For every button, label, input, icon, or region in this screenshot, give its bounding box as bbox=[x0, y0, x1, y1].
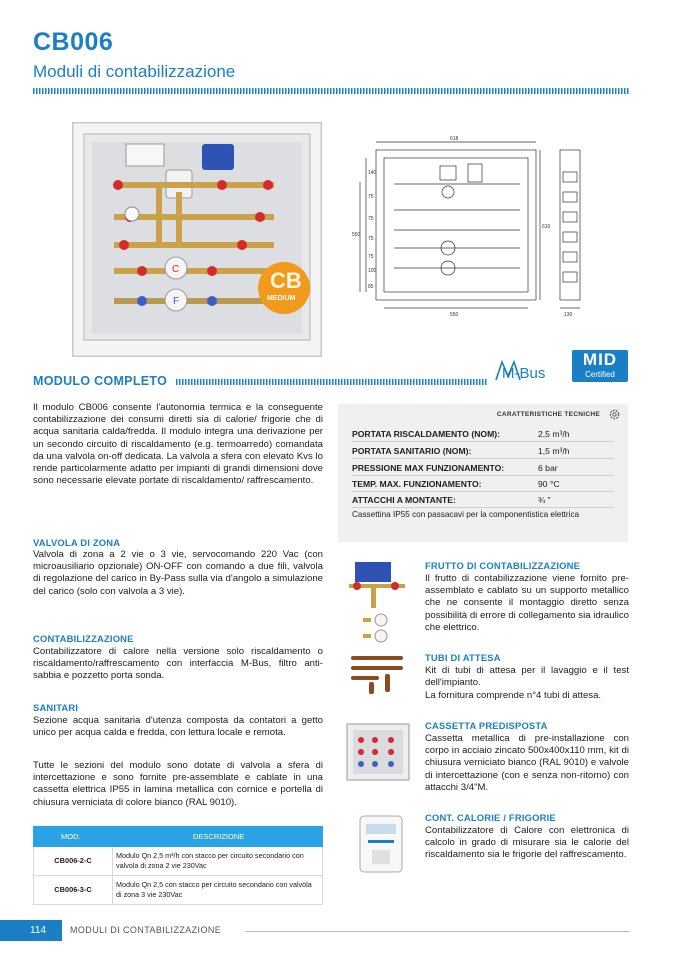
spec-row: ATTACCHI A MONTANTE: ¾ " bbox=[352, 492, 614, 508]
models-table bbox=[33, 826, 323, 905]
mbus-logo bbox=[494, 358, 562, 384]
spec-row: PORTATA SANITARIO (NOM): 1,5 m³/h bbox=[352, 443, 614, 459]
row-desc: Modulo Qn 2,5 con stacco per circuito secondario con valvola di zona 3 vie 230Vac bbox=[116, 880, 312, 899]
svg-text:CB: CB bbox=[270, 268, 302, 293]
sanitari-heading: SANITARI bbox=[33, 702, 79, 713]
intro-paragraph: Il modulo CB006 consente l'autonomia termica e la conseguente contabilizzazione dei consumi diretti sia di calorie/ frigorie che di acqua sanitaria calda/fredda. Il modulo integra una derivazione per un secondo circuito di riscaldamento (e.g. termoarredo) comandata da una valvola on-off dedicata. La valvola a sfera con elevato Kvs lo rende particolarmente adatto per impianti di grandi dimensioni dove sono necessarie elevate portate di riscaldamento/ raffrescamento. bbox=[33, 402, 323, 487]
tubi-text: Kit di tubi di attesa per il lavaggio e il test dell'impianto. bbox=[425, 665, 629, 689]
contatore-text: Contabilizzatore di Calore con elettronica di calcolo in grado di misurare sia le calorie del riscaldamento sia le frigorie del raffrescamento. bbox=[425, 825, 629, 861]
frutto-image bbox=[345, 558, 411, 644]
specs-note: Cassettina IP55 con passacavi per la componentistica elettrica bbox=[352, 510, 580, 519]
frutto-heading: FRUTTO DI CONTABILIZZAZIONE bbox=[425, 560, 581, 571]
svg-text:610: 610 bbox=[542, 224, 551, 230]
svg-text:75: 75 bbox=[368, 216, 374, 222]
svg-text:75: 75 bbox=[368, 236, 374, 242]
tubi-text-2: La fornitura comprende n°4 tubi di attesa. bbox=[425, 690, 602, 701]
contatore-heading: CONT. CALORIE / FRIGORIE bbox=[425, 812, 556, 823]
svg-text:140: 140 bbox=[368, 170, 377, 176]
contatore-image bbox=[356, 814, 406, 874]
svg-text:550: 550 bbox=[450, 312, 459, 318]
contab-text: Contabilizzatore di calore nella versione solo riscaldamento o riscaldamento/raffrescamento con interfaccia M-Bus, filtro anti-sabbia e pozzetto porta sonda. bbox=[33, 646, 323, 682]
tubi-image bbox=[345, 652, 411, 696]
svg-text:M-Bus: M-Bus bbox=[502, 365, 546, 382]
spec-row: PRESSIONE MAX FUNZIONAMENTO: 6 bar bbox=[352, 460, 614, 476]
mid-certified-badge: MID Certified bbox=[572, 350, 628, 382]
frutto-text: Il frutto di contabilizzazione viene fornito pre-assemblato e cablato su un supporto metallico che ne consente il montaggio diretto senza possibilità di errore di collegamento sia idraulico che elettrico. bbox=[425, 573, 629, 633]
header-dotted-rule bbox=[33, 88, 629, 94]
header-mod: MOD. bbox=[61, 832, 81, 841]
row-code: CB006-3-C bbox=[54, 885, 92, 894]
sanitari-text-2: Tutte le sezioni del modulo sono dotate di valvola a sfera di intercettazione e sono fornite pre-assemblate e cablate in una cassetta elettrica IP55 in lamina metallica con cornice e portella di chiusura verniciata di colore bianco (RAL 9010). bbox=[33, 760, 323, 808]
spec-row: TEMP. MAX. FUNZIONAMENTO: 90 °C bbox=[352, 476, 614, 492]
contab-heading: CONTABILIZZAZIONE bbox=[33, 633, 134, 644]
svg-text:130: 130 bbox=[564, 312, 573, 318]
gear-icon bbox=[608, 408, 621, 421]
table-header bbox=[33, 826, 323, 847]
footer-rule bbox=[245, 931, 629, 932]
cassetta-text: Cassetta metallica di pre-installazione con corpo in acciaio zincato 500x400x110 mm, kit di chiusura verniciato bianco (RAL 9010) e valvole di intercettazione (con e senza non-ritorno) con attacchi 3/4"M. bbox=[425, 733, 629, 793]
svg-text:MEDIUM: MEDIUM bbox=[267, 295, 296, 302]
meter-c-label: C bbox=[172, 264, 180, 275]
row-desc: Modulo Qn 2,5 m³/h con stacco per circuito secondario con valvola di zona 2 vie 230Vac bbox=[116, 851, 304, 870]
valvola-heading: VALVOLA DI ZONA bbox=[33, 537, 121, 548]
section-dotted-rule bbox=[176, 379, 488, 385]
page-subtitle: Moduli di contabilizzazione bbox=[33, 62, 236, 81]
tubi-heading: TUBI DI ATTESA bbox=[425, 652, 501, 663]
sanitari-text-1: Sezione acqua sanitaria d'utenza composta da contatori a getto unico per acqua calda e fredda, con lettura locale e remota. bbox=[33, 715, 323, 739]
medium-badge bbox=[258, 262, 310, 314]
table-row bbox=[33, 847, 323, 876]
footer-label: MODULI DI CONTABILIZZAZIONE bbox=[70, 925, 222, 935]
page-title: CB006 bbox=[33, 28, 114, 56]
cassetta-heading: CASSETTA PREDISPOSTA bbox=[425, 720, 548, 731]
valvola-text: Valvola di zona a 2 vie o 3 vie, servocomando 220 Vac (con microausiliario opzionale) ON-OFF con comando a due fili, valvola di regolazione del carico in By-Pass sulla via d'angolo a simulazione del carico (solo con valvola a 3 vie). bbox=[33, 549, 323, 597]
table-row bbox=[33, 876, 323, 905]
page-number: 114 bbox=[0, 920, 62, 941]
svg-text:550: 550 bbox=[352, 232, 361, 238]
svg-text:100: 100 bbox=[368, 268, 377, 274]
meter-f-label: F bbox=[173, 296, 180, 307]
row-code: CB006-2-C bbox=[54, 856, 92, 865]
header-descrizione: DESCRIZIONE bbox=[193, 832, 245, 841]
svg-text:618: 618 bbox=[450, 136, 459, 142]
technical-drawing bbox=[344, 132, 596, 322]
product-photo bbox=[72, 122, 322, 357]
cassetta-image bbox=[345, 722, 411, 782]
svg-text:75: 75 bbox=[368, 254, 374, 260]
section-title: MODULO COMPLETO bbox=[33, 374, 168, 388]
specs-box bbox=[338, 404, 628, 542]
specs-title: CARATTERISTICHE TECNICHE bbox=[496, 411, 600, 418]
svg-text:75: 75 bbox=[368, 194, 374, 200]
spec-row: PORTATA RISCALDAMENTO (NOM): 2,5 m³/h bbox=[352, 426, 614, 442]
svg-text:85: 85 bbox=[368, 284, 374, 290]
